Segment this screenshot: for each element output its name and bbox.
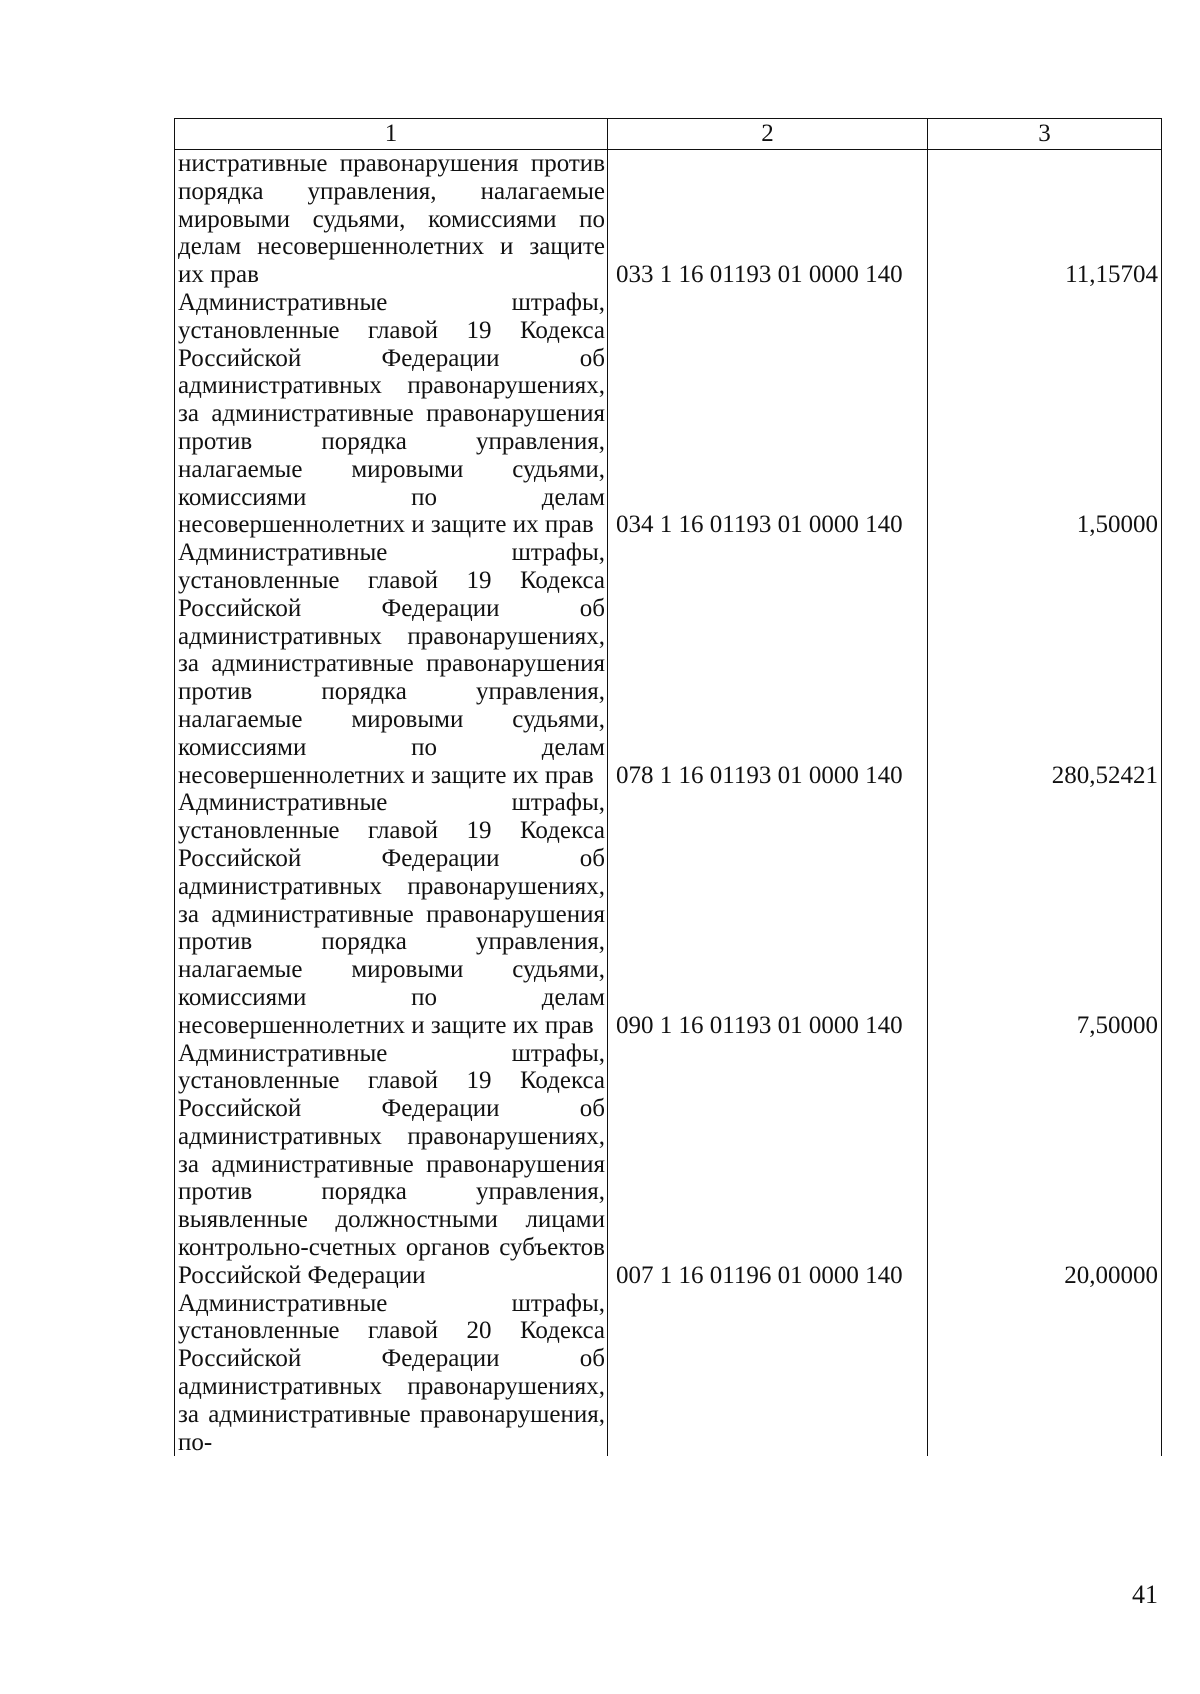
revenue-table bbox=[174, 118, 1162, 1456]
row-description-cell bbox=[175, 789, 608, 1039]
row-code: 078 1 16 01193 01 0000 140 bbox=[608, 539, 928, 789]
row-code: 034 1 16 01193 01 0000 140 bbox=[608, 289, 928, 539]
column-header-2: 2 bbox=[608, 119, 928, 150]
row-description: Административные штрафы, установленные главой 19 Кодекса Российской Федерации об административных правонарушениях, за административные правонарушения против порядка управления, налагаемые мировыми судьями, комиссиями по делам несовершеннолетних и защите их прав bbox=[178, 789, 605, 1039]
row-code: 007 1 16 01196 01 0000 140 bbox=[608, 1040, 928, 1290]
row-description: нистративные правонарушения против порядка управления, налагаемые мировыми судьями, комиссиями по делам несовершеннолетних и защите их прав bbox=[178, 150, 605, 289]
row-amount: 11,15704 bbox=[928, 150, 1162, 289]
table-row bbox=[175, 289, 1162, 539]
row-description-cell bbox=[175, 1290, 608, 1457]
row-amount: 280,52421 bbox=[928, 539, 1162, 789]
row-description: Административные штрафы, установленные главой 19 Кодекса Российской Федерации об административных правонарушениях, за административные правонарушения против порядка управления, выявленные должностными лицами контрольно-счетных органов субъектов Российской Федерации bbox=[178, 1039, 605, 1289]
row-amount: 20,00000 bbox=[928, 1040, 1162, 1290]
row-description-cell bbox=[175, 1040, 608, 1290]
row-amount: 1,50000 bbox=[928, 289, 1162, 539]
row-code bbox=[608, 1290, 928, 1457]
table-row bbox=[175, 1290, 1162, 1457]
row-amount: 7,50000 bbox=[928, 789, 1162, 1039]
row-description-cell bbox=[175, 539, 608, 789]
row-amount bbox=[928, 1290, 1162, 1457]
table-row bbox=[175, 789, 1162, 1039]
row-description-cell bbox=[175, 150, 608, 289]
table-header-row bbox=[175, 119, 1162, 150]
row-description: Административные штрафы, установленные главой 19 Кодекса Российской Федерации об административных правонарушениях, за административные правонарушения против порядка управления, налагаемые мировыми судьями, комиссиями по делам несовершеннолетних и защите их прав bbox=[178, 288, 605, 539]
row-description: Административные штрафы, установленные главой 20 Кодекса Российской Федерации об административных правонарушениях, за административные правонарушения, по- bbox=[178, 1289, 605, 1456]
table-row bbox=[175, 1040, 1162, 1290]
table-row bbox=[175, 539, 1162, 789]
row-code: 033 1 16 01193 01 0000 140 bbox=[608, 150, 928, 289]
column-header-3: 3 bbox=[928, 119, 1162, 150]
row-description-cell bbox=[175, 289, 608, 539]
table-row bbox=[175, 150, 1162, 289]
row-description: Административные штрафы, установленные главой 19 Кодекса Российской Федерации об административных правонарушениях, за административные правонарушения против порядка управления, налагаемые мировыми судьями, комиссиями по делам несовершеннолетних и защите их прав bbox=[178, 539, 605, 789]
page-number: 41 bbox=[1132, 1580, 1158, 1609]
row-code: 090 1 16 01193 01 0000 140 bbox=[608, 789, 928, 1039]
column-header-1: 1 bbox=[175, 119, 608, 150]
